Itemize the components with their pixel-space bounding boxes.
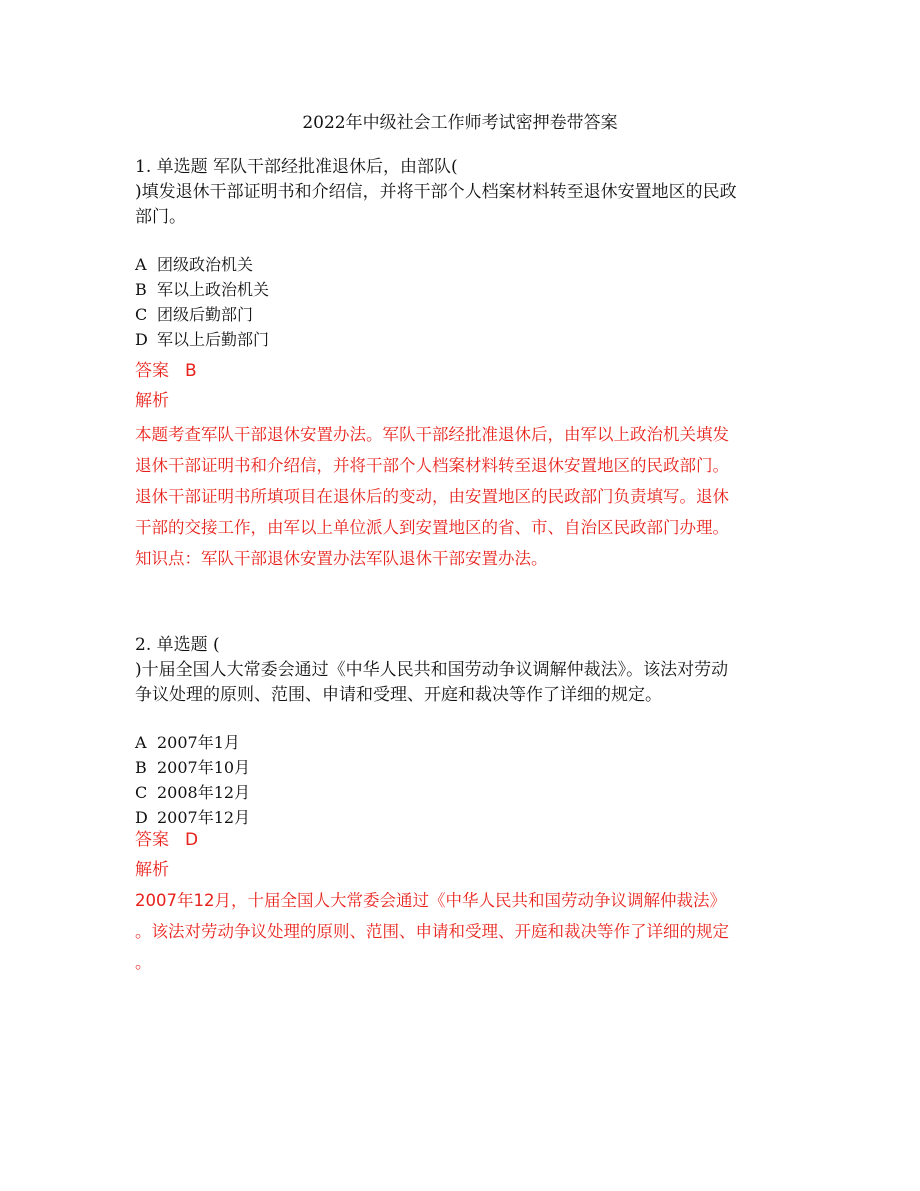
answer-value: D	[185, 830, 199, 850]
option-text: 2007年1月	[157, 733, 240, 752]
option-text: 2007年12月	[157, 808, 251, 827]
option-letter: C	[135, 305, 148, 324]
option-text: 团级后勤部门	[157, 305, 254, 324]
option-b	[135, 277, 795, 302]
question-1-text	[135, 155, 795, 230]
option-a	[135, 730, 795, 755]
question-1-analysis	[135, 419, 795, 574]
option-d	[135, 327, 795, 352]
option-letter: B	[135, 280, 147, 299]
answer-label: 答案	[135, 830, 169, 850]
question-line: 2. 单选题 (	[135, 635, 220, 655]
analysis-line: 干部的交接工作，由军以上单位派人到安置地区的省、市、自治区民政部门办理。	[135, 518, 729, 537]
question-1-answer	[135, 356, 795, 416]
option-letter: C	[135, 783, 148, 802]
analysis-line: 2007年12月，十届全国人大常委会通过《中华人民共和国劳动争议调解仲裁法》	[135, 891, 726, 910]
analysis-label: 解析	[135, 391, 169, 411]
analysis-line: 本题考查军队干部退休安置办法。军队干部经批准退休后，由军以上政治机关填发	[135, 425, 729, 444]
question-2-options	[135, 730, 795, 830]
option-text: 2008年12月	[157, 783, 251, 802]
analysis-line: 知识点：军队干部退休安置办法军队退休干部安置办法。	[135, 549, 548, 568]
document-title: 2022年中级社会工作师考试密押卷带答案	[302, 113, 618, 133]
option-text: 军以上后勤部门	[157, 330, 270, 349]
question-line: )填发退休干部证明书和介绍信，并将干部个人档案材料转至退休安置地区的民政	[135, 182, 737, 202]
option-letter: D	[135, 808, 148, 827]
option-letter: D	[135, 330, 148, 349]
question-line: 争议处理的原则、范围、申请和受理、开庭和裁决等作了详细的规定。	[135, 685, 662, 705]
question-line: 部门。	[135, 207, 186, 227]
option-letter: B	[135, 758, 147, 777]
answer-value: B	[185, 361, 197, 381]
option-b	[135, 755, 795, 780]
answer-label: 答案	[135, 361, 169, 381]
question-line: )十届全国人大常委会通过《中华人民共和国劳动争议调解仲裁法》。该法对劳动	[135, 660, 729, 680]
option-text: 军以上政治机关	[157, 280, 270, 299]
option-text: 团级政治机关	[157, 255, 254, 274]
option-text: 2007年10月	[157, 758, 251, 777]
question-line: 1. 单选题 军队干部经批准退休后，由部队(	[135, 157, 458, 177]
analysis-line: 。	[135, 953, 152, 972]
question-1-options	[135, 252, 795, 352]
analysis-line: 退休干部证明书和介绍信，并将干部个人档案材料转至退休安置地区的民政部门。	[135, 456, 729, 475]
question-2-text	[135, 633, 795, 708]
option-c	[135, 302, 795, 327]
option-a	[135, 252, 795, 277]
analysis-line: 退休干部证明书所填项目在退休后的变动，由安置地区的民政部门负责填写。退休	[135, 487, 729, 506]
question-2-analysis	[135, 885, 795, 978]
analysis-label: 解析	[135, 860, 169, 880]
analysis-line: 。该法对劳动争议处理的原则、范围、申请和受理、开庭和裁决等作了详细的规定	[135, 922, 729, 941]
question-2-answer	[135, 825, 795, 885]
option-letter: A	[135, 733, 147, 752]
option-c	[135, 780, 795, 805]
option-letter: A	[135, 255, 147, 274]
